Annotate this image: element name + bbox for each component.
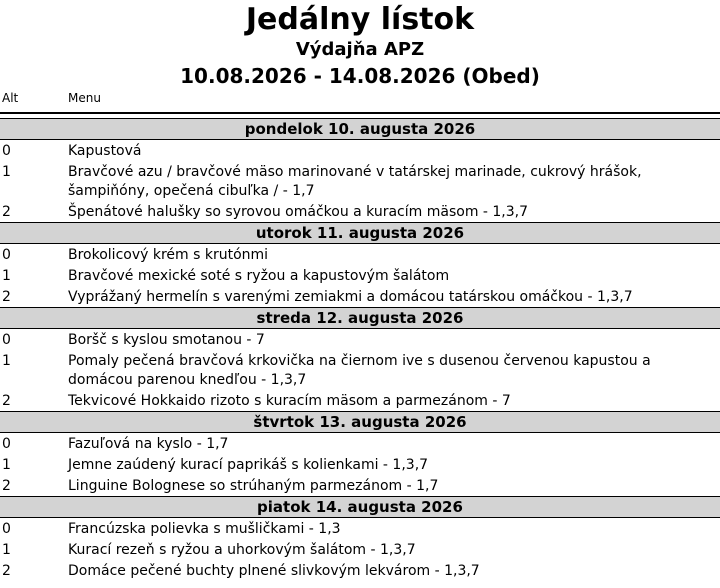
alt-number: 0 bbox=[2, 436, 11, 452]
list-item bbox=[0, 541, 720, 560]
menu-header bbox=[0, 0, 720, 90]
alt-number: 0 bbox=[2, 521, 11, 537]
menu-table bbox=[0, 118, 720, 581]
alt-number: 2 bbox=[2, 289, 11, 305]
menu-text: Boršč s kyslou smotanou - 7 bbox=[68, 332, 265, 348]
menu-text: Vyprážaný hermelín s varenými zemiakmi a domácou tatárskou omáčkou - 1,3,7 bbox=[68, 289, 633, 305]
menu-text: Tekvicové Hokkaido rizoto s kuracím mäsom a parmezánom - 7 bbox=[68, 393, 511, 409]
day-header-tuesday: utorok 11. augusta 2026 bbox=[0, 222, 720, 244]
menu-text: Brokolicový krém s krutónmi bbox=[68, 247, 269, 263]
menu-text: Bravčové azu / bravčové mäso marinované v tatárskej marinade, cukrový hrášok, šampiňóny, opečená cibuľka / - 1,7 bbox=[68, 164, 642, 199]
column-header-menu: Menu bbox=[68, 91, 101, 105]
list-item bbox=[0, 456, 720, 475]
day-header-wednesday: streda 12. augusta 2026 bbox=[0, 307, 720, 329]
alt-number: 2 bbox=[2, 478, 11, 494]
day-header-friday: piatok 14. augusta 2026 bbox=[0, 496, 720, 518]
alt-number: 0 bbox=[2, 247, 11, 263]
list-item bbox=[0, 392, 720, 411]
alt-number: 2 bbox=[2, 204, 11, 220]
list-item bbox=[0, 435, 720, 454]
page-title: Jedálny lístok bbox=[245, 2, 475, 37]
alt-number: 1 bbox=[2, 353, 11, 369]
alt-number: 1 bbox=[2, 268, 11, 284]
alt-number: 0 bbox=[2, 332, 11, 348]
menu-text: Kapustová bbox=[68, 143, 142, 159]
list-item bbox=[0, 352, 720, 390]
list-item bbox=[0, 562, 720, 581]
menu-text: Špenátové halušky so syrovou omáčkou a kuracím mäsom - 1,3,7 bbox=[68, 204, 529, 220]
date-range: 10.08.2026 - 14.08.2026 (Obed) bbox=[180, 64, 540, 88]
alt-number: 2 bbox=[2, 563, 11, 579]
alt-number: 0 bbox=[2, 143, 11, 159]
day-header-thursday: štvrtok 13. augusta 2026 bbox=[0, 411, 720, 433]
alt-number: 2 bbox=[2, 393, 11, 409]
page-subtitle: Výdajňa APZ bbox=[295, 39, 425, 60]
list-item bbox=[0, 520, 720, 539]
menu-text: Bravčové mexické soté s ryžou a kapustovým šalátom bbox=[68, 268, 450, 284]
alt-number: 1 bbox=[2, 457, 11, 473]
menu-text: Pomaly pečená bravčová krkovička na čiernom ive s dusenou červenou kapustou a domácou parenou knedľou - 1,3,7 bbox=[68, 353, 651, 388]
list-item bbox=[0, 246, 720, 265]
list-item bbox=[0, 203, 720, 222]
list-item bbox=[0, 267, 720, 286]
list-item bbox=[0, 142, 720, 161]
menu-text: Jemne zaúdený kurací paprikáš s kolienkami - 1,3,7 bbox=[68, 457, 429, 473]
menu-text: Fazuľová na kyslo - 1,7 bbox=[68, 436, 229, 452]
menu-text: Linguine Bolognese so strúhaným parmezánom - 1,7 bbox=[68, 478, 439, 494]
menu-text: Francúzska polievka s mušličkami - 1,3 bbox=[68, 521, 341, 537]
column-header-alt: Alt bbox=[2, 91, 19, 105]
menu-text: Domáce pečené buchty plnené slivkovým lekvárom - 1,3,7 bbox=[68, 563, 480, 579]
day-header-monday: pondelok 10. augusta 2026 bbox=[0, 118, 720, 140]
list-item bbox=[0, 288, 720, 307]
list-item bbox=[0, 331, 720, 350]
list-item bbox=[0, 477, 720, 496]
alt-number: 1 bbox=[2, 542, 11, 558]
alt-number: 1 bbox=[2, 164, 11, 180]
column-header-row bbox=[0, 90, 720, 114]
list-item bbox=[0, 163, 720, 201]
menu-text: Kurací rezeň s ryžou a uhorkovým šalátom - 1,3,7 bbox=[68, 542, 416, 558]
